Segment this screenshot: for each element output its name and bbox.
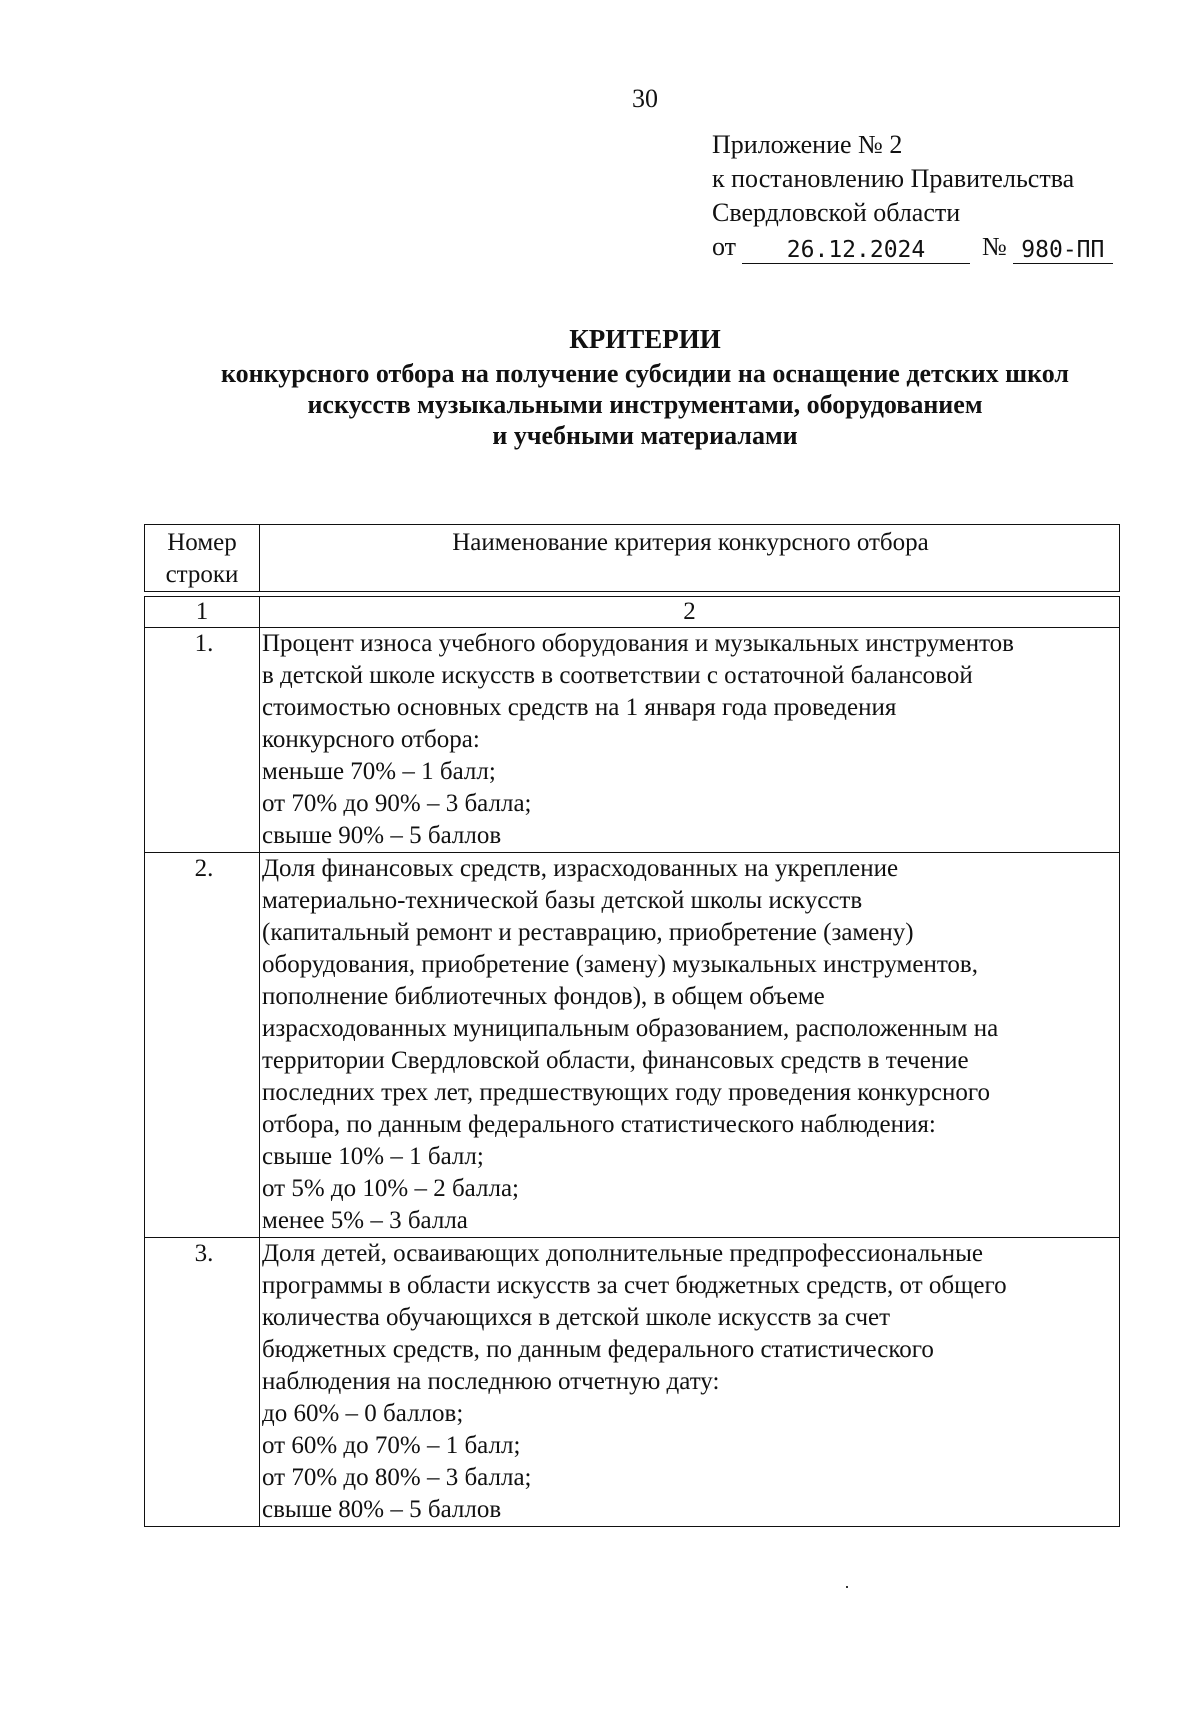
- criterion-text-cell: [260, 853, 1120, 1238]
- number-prefix: №: [982, 232, 1007, 261]
- title-line-1: конкурсного отбора на получение субсидии на оснащение детских школ: [221, 359, 1069, 388]
- criterion-line: Процент износа учебного оборудования и музыкальных инструментов: [262, 630, 1014, 657]
- row-number: 1.: [194, 630, 214, 657]
- criterion-text-cell: [260, 1238, 1120, 1527]
- row-number: 2.: [194, 855, 214, 882]
- header-row: [145, 525, 1120, 592]
- document-title: [100, 324, 1190, 451]
- criterion-line: Доля детей, осваивающих дополнительные предпрофессиональные: [262, 1240, 983, 1267]
- criterion-line: до 60% – 0 баллов;: [262, 1400, 464, 1427]
- criterion-line: программы в области искусств за счет бюджетных средств, от общего: [262, 1272, 1007, 1299]
- criterion-line: конкурсного отбора:: [262, 726, 480, 753]
- title-line-2: искусств музыкальными инструментами, оборудованием: [307, 390, 983, 419]
- appendix-line-2: к постановлению Правительства: [712, 164, 1075, 193]
- criterion-line: от 60% до 70% – 1 балл;: [262, 1432, 521, 1459]
- criterion-line: свыше 80% – 5 баллов: [262, 1496, 502, 1523]
- criterion-line: бюджетных средств, по данным федерального статистического: [262, 1336, 934, 1363]
- header-number-line-2: строки: [165, 561, 239, 588]
- criterion-line: от 70% до 90% – 3 балла;: [262, 790, 532, 817]
- criterion-line: территории Свердловской области, финансовых средств в течение: [262, 1047, 969, 1074]
- row-number-cell: [145, 1238, 260, 1527]
- criterion-line: Доля финансовых средств, израсходованных на укрепление: [262, 855, 899, 882]
- row-number-cell: [145, 628, 260, 853]
- date-prefix: от: [712, 232, 737, 261]
- decree-date: 26.12.2024: [742, 237, 970, 264]
- title-line-3: и учебными материалами: [492, 421, 798, 450]
- row-number-cell: [145, 853, 260, 1238]
- appendix-line-1: Приложение № 2: [712, 130, 903, 159]
- header-number-line-1: Номер: [167, 529, 237, 556]
- title-main: КРИТЕРИИ: [569, 324, 721, 354]
- header-name-cell: Наименование критерия конкурсного отбора: [260, 525, 1120, 592]
- criteria-table-header: [144, 524, 1120, 592]
- scan-dot: [846, 1586, 848, 1588]
- criterion-line: от 5% до 10% – 2 балла;: [262, 1175, 519, 1202]
- criterion-line: свыше 90% – 5 баллов: [262, 822, 502, 849]
- appendix-block: [712, 128, 1113, 264]
- criterion-line: меньше 70% – 1 балл;: [262, 758, 496, 785]
- criterion-line: последних трех лет, предшествующих году проведения конкурсного: [262, 1079, 990, 1106]
- criterion-line: свыше 10% – 1 балл;: [262, 1143, 484, 1170]
- page-number: 30: [632, 84, 658, 113]
- criterion-line: отбора, по данным федерального статистического наблюдения:: [262, 1111, 936, 1138]
- column-number-1: 1: [145, 597, 260, 628]
- criterion-line: наблюдения на последнюю отчетную дату:: [262, 1368, 720, 1395]
- table-row: [145, 628, 1120, 853]
- criterion-line: материально-технической базы детской школы искусств: [262, 887, 863, 914]
- criterion-line: стоимостью основных средств на 1 января года проведения: [262, 694, 897, 721]
- criterion-text-cell: [260, 628, 1120, 853]
- column-number-2: 2: [260, 597, 1120, 628]
- criteria-table: [144, 596, 1120, 1527]
- header-number-cell: [145, 525, 260, 592]
- column-number-row: [145, 597, 1120, 628]
- criterion-line: от 70% до 80% – 3 балла;: [262, 1464, 532, 1491]
- criterion-line: количества обучающихся в детской школе искусств за счет: [262, 1304, 891, 1331]
- row-number: 3.: [194, 1240, 214, 1267]
- table-row: [145, 1238, 1120, 1527]
- criterion-line: израсходованных муниципальным образованием, расположенным на: [262, 1015, 999, 1042]
- criterion-line: пополнение библиотечных фондов), в общем объеме: [262, 983, 825, 1010]
- criterion-line: менее 5% – 3 балла: [262, 1207, 468, 1234]
- criteria-table-body: [145, 597, 1120, 1527]
- appendix-line-3: Свердловской области: [712, 198, 961, 227]
- table-row: [145, 853, 1120, 1238]
- criterion-line: оборудования, приобретение (замену) музыкальных инструментов,: [262, 951, 978, 978]
- criterion-line: в детской школе искусств в соответствии с остаточной балансовой: [262, 662, 973, 689]
- appendix-date-line: [712, 230, 1113, 264]
- decree-number: 980-ПП: [1013, 237, 1113, 264]
- criterion-line: (капитальный ремонт и реставрацию, приобретение (замену): [262, 919, 914, 946]
